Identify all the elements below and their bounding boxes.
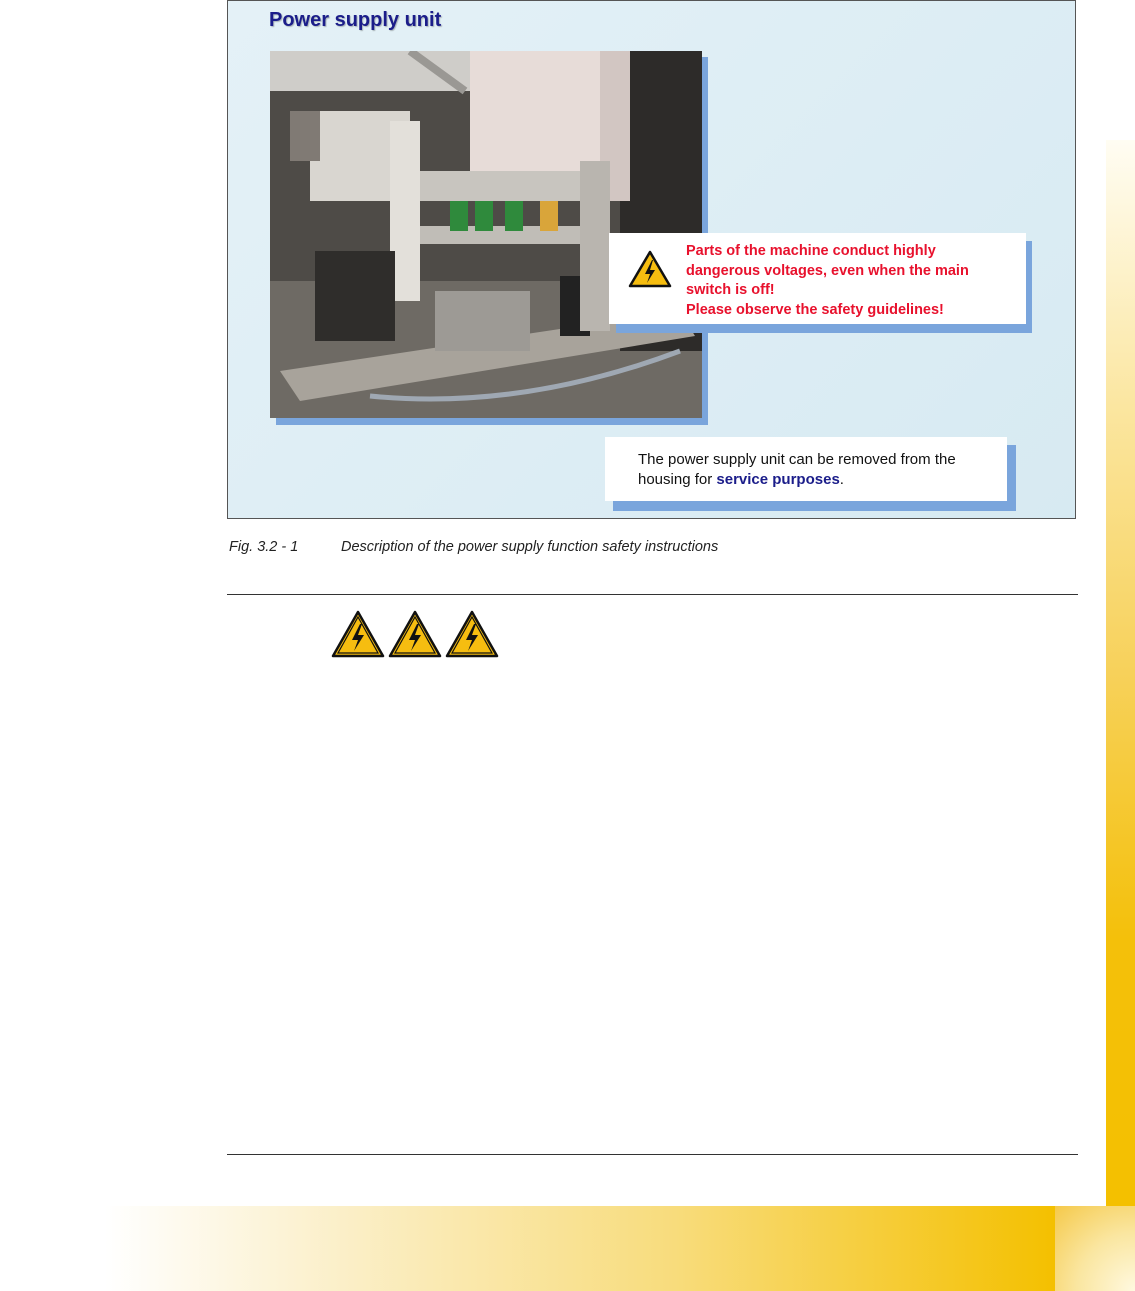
high-voltage-warning-icon [445, 610, 499, 658]
corner-accent-square [1055, 1206, 1135, 1291]
high-voltage-warning-icon [331, 610, 385, 658]
figure-title: Power supply unit [269, 9, 442, 31]
right-accent-bar [1106, 140, 1135, 1206]
warning-box [609, 233, 1026, 324]
service-line-2 [638, 470, 988, 490]
service-text [638, 450, 988, 489]
figure-caption-text: Description of the power supply function safety instructions [341, 539, 719, 555]
service-suffix: . [839, 470, 844, 488]
high-voltage-warning-icon [388, 610, 442, 658]
figure-panel [227, 0, 1076, 519]
warning-line: Parts of the machine conduct highly [686, 243, 936, 259]
warning-line: dangerous voltages, even when the main [686, 262, 969, 279]
service-line-1: The power supply unit can be removed from the [638, 451, 956, 468]
warning-text [686, 242, 1016, 320]
warning-line: switch is off! [686, 282, 775, 298]
high-voltage-warning-icon [628, 250, 672, 293]
figure-caption-label: Fig. 3.2 - 1 [229, 539, 299, 555]
bottom-divider [227, 1154, 1078, 1155]
hazard-icon-row [331, 610, 502, 663]
warning-line: Please observe the safety guidelines! [686, 301, 944, 318]
service-highlight: service purposes [716, 470, 840, 488]
service-line-2-prefix: housing for [638, 470, 717, 488]
top-divider [227, 594, 1078, 595]
bottom-accent-bar [105, 1206, 1055, 1291]
service-box [605, 437, 1007, 501]
